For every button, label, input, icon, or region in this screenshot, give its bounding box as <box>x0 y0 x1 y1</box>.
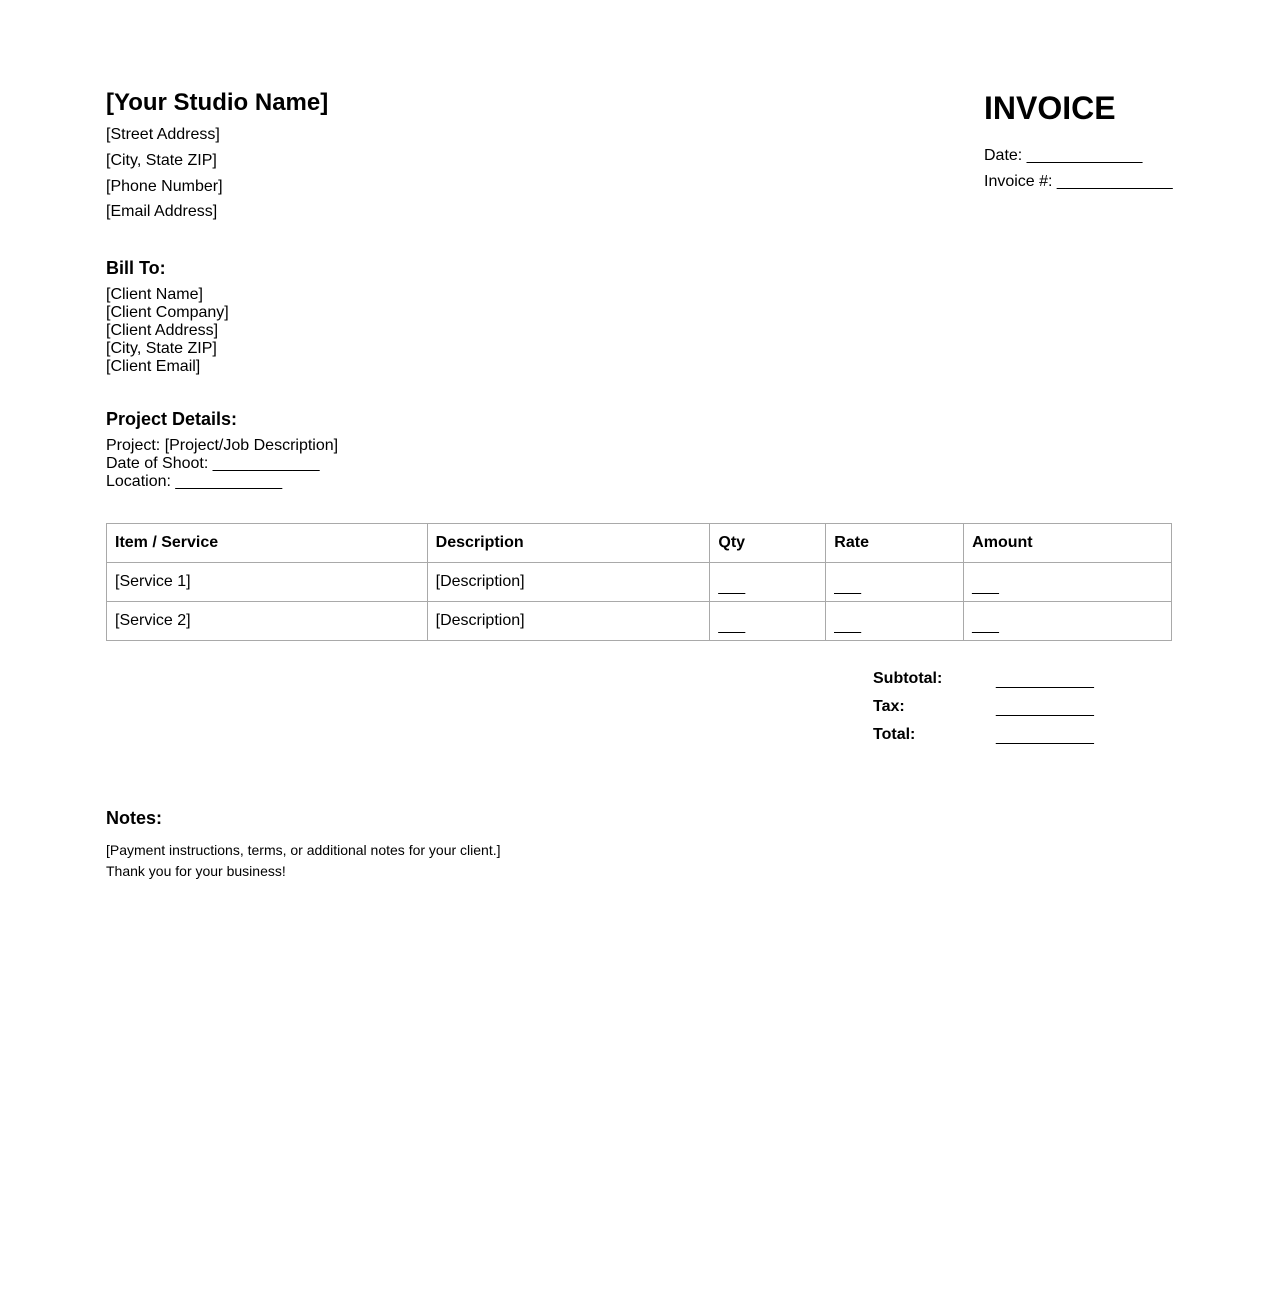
studio-street-address: [Street Address] <box>106 126 220 143</box>
qty-blank: ___ <box>718 617 746 634</box>
date-of-shoot: Date of Shoot: ____________ <box>106 455 320 472</box>
notes-thank-you: Thank you for your business! <box>106 863 286 879</box>
column-header-amount: Amount <box>964 524 1172 563</box>
cell-amount <box>964 563 1172 602</box>
line-items-table <box>106 523 1172 641</box>
column-header-item: Item / Service <box>107 524 428 563</box>
studio-city-state-zip: [City, State ZIP] <box>106 152 217 169</box>
table-row <box>107 602 1172 641</box>
amount-blank: ___ <box>972 617 999 634</box>
invoice-number-field: Invoice #: _____________ <box>984 173 1173 190</box>
subtotal-value: ___________ <box>996 672 1094 689</box>
table-header-row <box>107 524 1172 563</box>
rate-blank: ___ <box>834 617 861 634</box>
cell-qty <box>710 602 826 641</box>
tax-label: Tax: <box>873 698 905 715</box>
total-value: ___________ <box>996 728 1094 745</box>
client-address: [Client Address] <box>106 322 219 339</box>
cell-item: [Service 1] <box>107 563 428 602</box>
client-name: [Client Name] <box>106 286 203 303</box>
invoice-date-field: Date: _____________ <box>984 147 1143 164</box>
invoice-title: INVOICE <box>984 90 1116 126</box>
cell-description: [Description] <box>427 563 710 602</box>
project-description: Project: [Project/Job Description] <box>106 437 339 454</box>
rate-blank: ___ <box>834 578 861 595</box>
bill-to-details <box>106 286 229 376</box>
qty-blank: ___ <box>718 578 746 595</box>
column-header-rate: Rate <box>826 524 964 563</box>
studio-email: [Email Address] <box>106 203 218 220</box>
client-company: [Client Company] <box>106 304 229 321</box>
tax-value: ___________ <box>996 700 1094 717</box>
subtotal-label: Subtotal: <box>873 670 943 687</box>
location: Location: ____________ <box>106 473 283 490</box>
cell-amount <box>964 602 1172 641</box>
cell-description: [Description] <box>427 602 710 641</box>
notes-heading: Notes: <box>106 808 163 828</box>
column-header-description: Description <box>427 524 710 563</box>
studio-name: [Your Studio Name] <box>106 89 329 116</box>
cell-rate <box>826 563 964 602</box>
client-city-state-zip: [City, State ZIP] <box>106 340 217 357</box>
total-label: Total: <box>873 726 916 743</box>
project-details-heading: Project Details: <box>106 409 238 429</box>
column-header-qty: Qty <box>710 524 826 563</box>
project-details <box>106 437 338 491</box>
table-row <box>107 563 1172 602</box>
client-email: [Client Email] <box>106 358 201 375</box>
amount-blank: ___ <box>972 578 999 595</box>
notes-payment-instructions: [Payment instructions, terms, or additional notes for your client.] <box>106 842 501 858</box>
studio-phone: [Phone Number] <box>106 178 223 195</box>
cell-qty <box>710 563 826 602</box>
cell-rate <box>826 602 964 641</box>
bill-to-heading: Bill To: <box>106 258 166 278</box>
cell-item: [Service 2] <box>107 602 428 641</box>
